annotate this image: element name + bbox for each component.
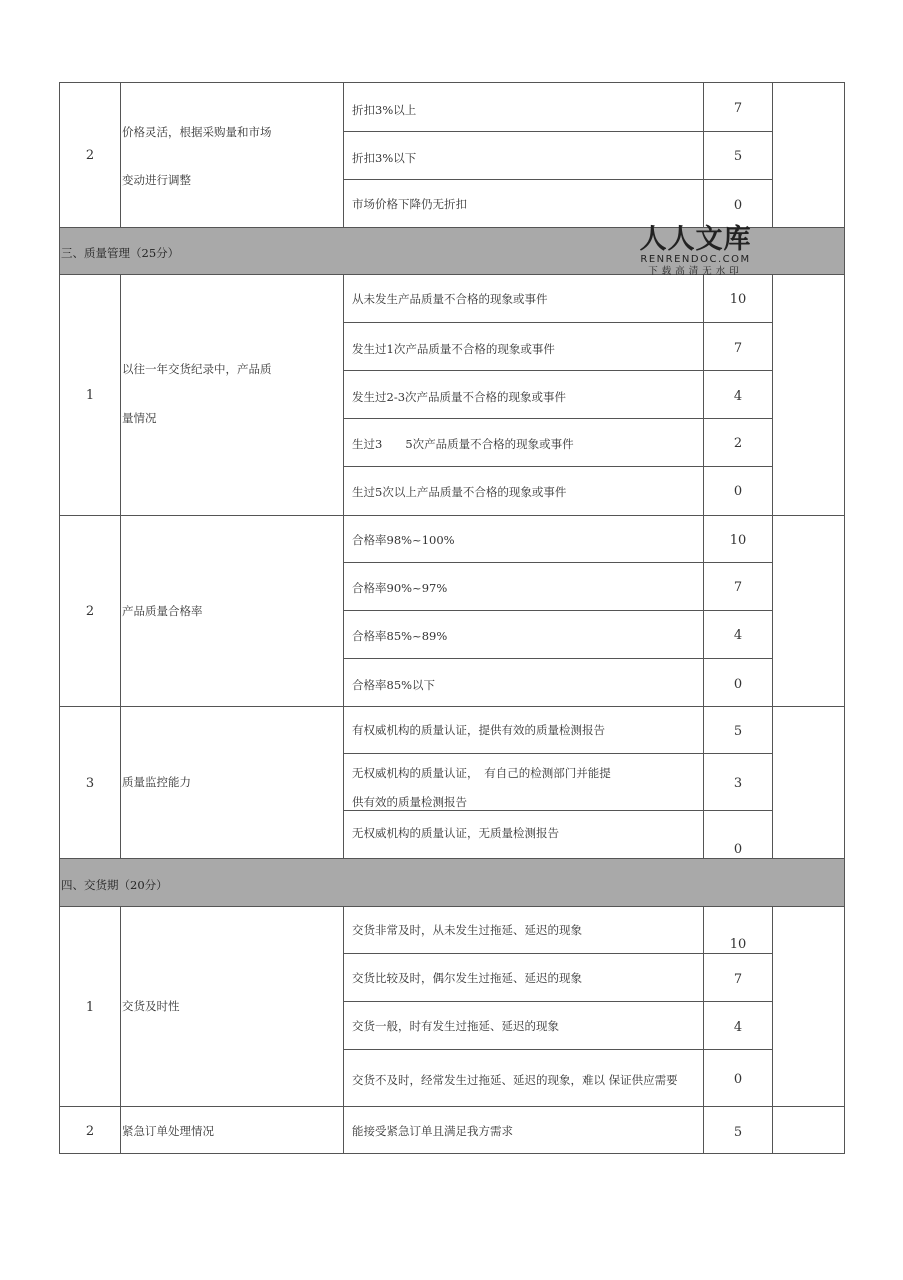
table-border-right: [844, 82, 845, 1154]
section-title: 四、交货期（20分）: [61, 878, 168, 892]
sub-row-divider: [343, 466, 772, 467]
col-divider: [343, 906, 344, 1154]
score-value: 7: [733, 580, 743, 595]
row-divider: [59, 515, 845, 516]
condition-text: 交货一般，时有发生过拖延、延迟的现象: [352, 1019, 559, 1033]
criterion-text: 以往一年交货纪录中，产品质: [122, 362, 272, 376]
score-value: 0: [733, 842, 743, 857]
row-index: 2: [85, 604, 95, 619]
score-value: 3: [733, 776, 743, 791]
delivery-section-band: [59, 858, 844, 906]
col-divider: [343, 274, 344, 858]
col-divider: [772, 82, 773, 227]
condition-text: 无权威机构的质量认证，无质量检测报告: [352, 826, 559, 840]
score-value: 4: [733, 628, 743, 643]
condition-text: 交货比较及时，偶尔发生过拖延、延迟的现象: [352, 971, 582, 985]
sub-row-divider: [343, 658, 772, 659]
row-index: 1: [85, 388, 95, 403]
condition-text: 合格率85%以下: [352, 678, 436, 692]
criterion-text: 量情况: [122, 411, 157, 425]
condition-text: 有权威机构的质量认证，提供有效的质量检测报告: [352, 723, 605, 737]
sub-row-divider: [343, 610, 772, 611]
sub-row-divider: [343, 1049, 772, 1050]
col-divider: [703, 274, 704, 858]
watermark: [633, 226, 758, 278]
score-value: 0: [733, 677, 743, 692]
row-divider: [59, 858, 845, 859]
score-value: 10: [729, 533, 747, 548]
condition-text: 无权威机构的质量认证， 有自己的检测部门并能提: [352, 766, 611, 780]
sub-row-divider: [343, 1001, 772, 1002]
col-divider: [772, 274, 773, 858]
score-value: 7: [733, 341, 743, 356]
score-value: 0: [733, 1072, 743, 1087]
condition-text: 交货非常及时，从未发生过拖延、延迟的现象: [352, 923, 582, 937]
sub-row-divider: [343, 370, 772, 371]
row-divider: [59, 706, 845, 707]
condition-text: 能接受紧急订单且满足我方需求: [352, 1124, 513, 1138]
condition-text: 从未发生产品质量不合格的现象或事件: [352, 292, 548, 306]
condition-text: 交货不及时，经常发生过拖延、延迟的现象，难以 保证供应需要: [352, 1073, 678, 1087]
condition-text: 市场价格下降仍无折扣: [352, 197, 467, 211]
criterion-text: 变动进行调整: [122, 173, 191, 187]
sub-row-divider: [343, 131, 772, 132]
score-value: 10: [729, 292, 747, 307]
condition-text: 折扣3%以下: [352, 151, 417, 165]
score-value: 0: [733, 484, 743, 499]
watermark-site: RENRENDOC.COM: [640, 254, 751, 265]
score-value: 5: [733, 1125, 743, 1140]
condition-text: 合格率90%~97%: [352, 581, 448, 595]
sub-row-divider: [343, 753, 772, 754]
condition-text: 生过5次以上产品质量不合格的现象或事件: [352, 485, 567, 499]
score-value: 5: [733, 149, 743, 164]
condition-text: 发生过2-3次产品质量不合格的现象或事件: [352, 390, 567, 404]
col-divider: [343, 82, 344, 227]
watermark-tagline: 下载高清无水印: [648, 266, 743, 277]
col-divider: [120, 906, 121, 1154]
section-title: 三、质量管理（25分）: [61, 246, 180, 260]
table-border-bottom: [59, 1153, 845, 1154]
row-index: 1: [85, 1000, 95, 1015]
criterion-text: 价格灵活，根据采购量和市场: [122, 125, 272, 139]
row-index: 2: [85, 1124, 95, 1139]
condition-text: 折扣3%以上: [352, 103, 417, 117]
sub-row-divider: [343, 810, 772, 811]
sub-row-divider: [343, 953, 772, 954]
condition-text: 供有效的质量检测报告: [352, 795, 467, 809]
sub-row-divider: [343, 322, 772, 323]
criterion-text: 质量监控能力: [122, 775, 191, 789]
watermark-logo: 人人文库: [639, 224, 752, 255]
score-value: 5: [733, 724, 743, 739]
row-index: 2: [85, 148, 95, 163]
condition-text: 合格率98%~100%: [352, 533, 455, 547]
criterion-text: 紧急订单处理情况: [122, 1124, 214, 1138]
condition-text: 合格率85%~89%: [352, 629, 448, 643]
col-divider: [772, 906, 773, 1154]
criterion-text: 交货及时性: [122, 999, 180, 1013]
score-value: 0: [733, 198, 743, 213]
sub-row-divider: [343, 418, 772, 419]
condition-text: 发生过1次产品质量不合格的现象或事件: [352, 342, 555, 356]
criterion-text: 产品质量合格率: [122, 604, 203, 618]
score-value: 7: [733, 972, 743, 987]
score-value: 4: [733, 1020, 743, 1035]
score-value: 7: [733, 101, 743, 116]
condition-text: 生过3 5次产品质量不合格的现象或事件: [352, 437, 574, 451]
score-value: 10: [729, 937, 747, 952]
col-divider: [120, 82, 121, 227]
table-border-top: [59, 82, 845, 83]
score-value: 4: [733, 389, 743, 404]
col-divider: [120, 274, 121, 858]
row-index: 3: [85, 776, 95, 791]
sub-row-divider: [343, 562, 772, 563]
row-divider: [59, 906, 845, 907]
score-value: 2: [733, 436, 743, 451]
row-divider: [59, 1106, 845, 1107]
sub-row-divider: [343, 179, 772, 180]
